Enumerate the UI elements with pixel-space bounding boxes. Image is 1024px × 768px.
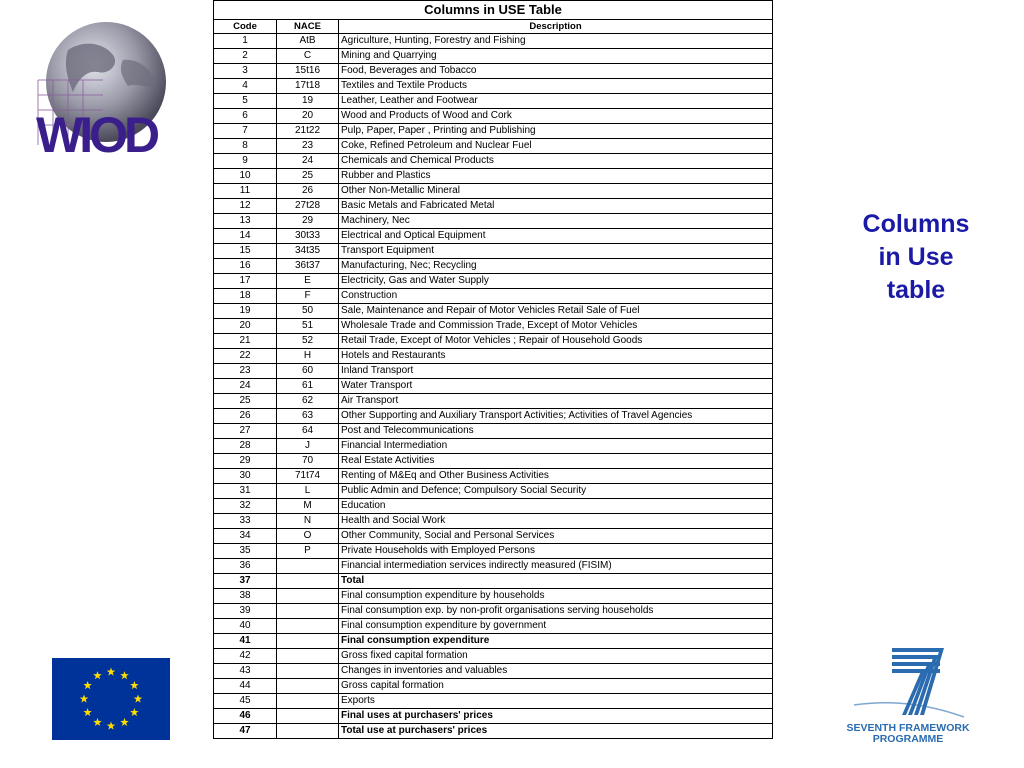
- table-row: [214, 79, 773, 94]
- cell-description: Mining and Quarrying: [339, 49, 773, 64]
- cell-nace: [277, 559, 339, 574]
- wiod-logo: [28, 20, 178, 160]
- table-row: [214, 304, 773, 319]
- cell-description: Renting of M&Eq and Other Business Activities: [339, 469, 773, 484]
- cell-nace: 63: [277, 409, 339, 424]
- cell-code: 17: [214, 274, 277, 289]
- cell-description: Post and Telecommunications: [339, 424, 773, 439]
- table-row: [214, 574, 773, 589]
- table-row: [214, 94, 773, 109]
- cell-description: Financial Intermediation: [339, 439, 773, 454]
- cell-nace: 25: [277, 169, 339, 184]
- cell-code: 41: [214, 634, 277, 649]
- cell-description: Financial intermediation services indirectly measured (FISIM): [339, 559, 773, 574]
- table-row: [214, 499, 773, 514]
- cell-nace: 29: [277, 214, 339, 229]
- cell-nace: AtB: [277, 34, 339, 49]
- cell-code: 28: [214, 439, 277, 454]
- table-row: [214, 394, 773, 409]
- cell-code: 3: [214, 64, 277, 79]
- cell-description: Rubber and Plastics: [339, 169, 773, 184]
- table-row: [214, 649, 773, 664]
- cell-nace: 64: [277, 424, 339, 439]
- cell-code: 21: [214, 334, 277, 349]
- table-row: [214, 319, 773, 334]
- cell-code: 42: [214, 649, 277, 664]
- table-row: [214, 229, 773, 244]
- header-code: Code: [214, 20, 277, 34]
- cell-nace: [277, 604, 339, 619]
- table-row: [214, 259, 773, 274]
- cell-nace: 20: [277, 109, 339, 124]
- table-row: [214, 109, 773, 124]
- table-row: [214, 184, 773, 199]
- cell-nace: 36t37: [277, 259, 339, 274]
- table-row: [214, 484, 773, 499]
- cell-nace: 15t16: [277, 64, 339, 79]
- table-row: [214, 514, 773, 529]
- cell-code: 7: [214, 124, 277, 139]
- fp7-logo: [844, 645, 972, 745]
- table-row: [214, 379, 773, 394]
- cell-code: 15: [214, 244, 277, 259]
- cell-description: Final consumption expenditure by government: [339, 619, 773, 634]
- cell-nace: 52: [277, 334, 339, 349]
- cell-code: 25: [214, 394, 277, 409]
- cell-code: 40: [214, 619, 277, 634]
- cell-nace: [277, 619, 339, 634]
- cell-nace: N: [277, 514, 339, 529]
- cell-code: 44: [214, 679, 277, 694]
- cell-description: Other Community, Social and Personal Services: [339, 529, 773, 544]
- cell-description: Health and Social Work: [339, 514, 773, 529]
- fp7-text-line-2: PROGRAMME: [872, 733, 944, 745]
- cell-description: Other Non-Metallic Mineral: [339, 184, 773, 199]
- cell-description: Textiles and Textile Products: [339, 79, 773, 94]
- cell-code: 35: [214, 544, 277, 559]
- table-row: [214, 64, 773, 79]
- table-row: [214, 244, 773, 259]
- table-row: [214, 469, 773, 484]
- table-row: [214, 724, 773, 739]
- cell-description: Wood and Products of Wood and Cork: [339, 109, 773, 124]
- cell-nace: L: [277, 484, 339, 499]
- cell-description: Pulp, Paper, Paper , Printing and Publishing: [339, 124, 773, 139]
- cell-description: Real Estate Activities: [339, 454, 773, 469]
- cell-description: Wholesale Trade and Commission Trade, Except of Motor Vehicles: [339, 319, 773, 334]
- table-row: [214, 529, 773, 544]
- table-row: [214, 169, 773, 184]
- cell-nace: C: [277, 49, 339, 64]
- header-description: Description: [339, 20, 773, 34]
- table-row: [214, 619, 773, 634]
- cell-nace: [277, 679, 339, 694]
- cell-nace: E: [277, 274, 339, 289]
- table-row: [214, 124, 773, 139]
- cell-code: 46: [214, 709, 277, 724]
- cell-nace: 70: [277, 454, 339, 469]
- cell-nace: [277, 709, 339, 724]
- cell-code: 45: [214, 694, 277, 709]
- header-nace: NACE: [277, 20, 339, 34]
- cell-code: 27: [214, 424, 277, 439]
- cell-description: Public Admin and Defence; Compulsory Social Security: [339, 484, 773, 499]
- table-row: [214, 544, 773, 559]
- cell-code: 9: [214, 154, 277, 169]
- cell-nace: 61: [277, 379, 339, 394]
- slide-title: [838, 208, 994, 307]
- cell-code: 14: [214, 229, 277, 244]
- table-row: [214, 454, 773, 469]
- use-table-container: [213, 0, 772, 739]
- cell-description: Chemicals and Chemical Products: [339, 154, 773, 169]
- table-row: [214, 604, 773, 619]
- cell-description: Transport Equipment: [339, 244, 773, 259]
- fp7-text-line-1: SEVENTH FRAMEWORK: [846, 722, 970, 734]
- table-row: [214, 334, 773, 349]
- cell-nace: 30t33: [277, 229, 339, 244]
- cell-code: 38: [214, 589, 277, 604]
- table-row: [214, 289, 773, 304]
- cell-code: 10: [214, 169, 277, 184]
- table-row: [214, 664, 773, 679]
- cell-description: Machinery, Nec: [339, 214, 773, 229]
- cell-nace: J: [277, 439, 339, 454]
- cell-description: Gross capital formation: [339, 679, 773, 694]
- cell-description: Water Transport: [339, 379, 773, 394]
- table-row: [214, 364, 773, 379]
- cell-description: Changes in inventories and valuables: [339, 664, 773, 679]
- table-row: [214, 199, 773, 214]
- cell-description: Total use at purchasers' prices: [339, 724, 773, 739]
- cell-description: Construction: [339, 289, 773, 304]
- cell-code: 36: [214, 559, 277, 574]
- cell-description: Sale, Maintenance and Repair of Motor Vehicles Retail Sale of Fuel: [339, 304, 773, 319]
- cell-description: Exports: [339, 694, 773, 709]
- cell-code: 37: [214, 574, 277, 589]
- cell-description: Agriculture, Hunting, Forestry and Fishing: [339, 34, 773, 49]
- cell-code: 13: [214, 214, 277, 229]
- cell-code: 8: [214, 139, 277, 154]
- cell-code: 43: [214, 664, 277, 679]
- table-row: [214, 634, 773, 649]
- cell-description: Final consumption expenditure: [339, 634, 773, 649]
- table-row: [214, 409, 773, 424]
- cell-code: 1: [214, 34, 277, 49]
- cell-description: Coke, Refined Petroleum and Nuclear Fuel: [339, 139, 773, 154]
- cell-nace: 34t35: [277, 244, 339, 259]
- table-row: [214, 439, 773, 454]
- cell-nace: 21t22: [277, 124, 339, 139]
- table-row: [214, 424, 773, 439]
- cell-nace: M: [277, 499, 339, 514]
- cell-nace: 27t28: [277, 199, 339, 214]
- cell-nace: 62: [277, 394, 339, 409]
- wiod-text: WIOD: [36, 107, 157, 160]
- table-row: [214, 154, 773, 169]
- table-row: [214, 559, 773, 574]
- cell-description: Hotels and Restaurants: [339, 349, 773, 364]
- eu-flag-icon: [52, 658, 170, 740]
- cell-code: 34: [214, 529, 277, 544]
- cell-code: 22: [214, 349, 277, 364]
- slide-title-line-2: in Use: [878, 243, 954, 271]
- cell-code: 2: [214, 49, 277, 64]
- cell-description: Total: [339, 574, 773, 589]
- cell-description: Other Supporting and Auxiliary Transport Activities; Activities of Travel Agencies: [339, 409, 773, 424]
- cell-description: Electricity, Gas and Water Supply: [339, 274, 773, 289]
- cell-code: 5: [214, 94, 277, 109]
- table-row: [214, 679, 773, 694]
- table-row: [214, 139, 773, 154]
- table-body: [214, 34, 773, 739]
- table-row: [214, 274, 773, 289]
- table-row: [214, 34, 773, 49]
- cell-code: 18: [214, 289, 277, 304]
- cell-description: Final consumption expenditure by households: [339, 589, 773, 604]
- slide-title-line-1: Columns: [862, 210, 970, 238]
- cell-code: 16: [214, 259, 277, 274]
- table-row: [214, 589, 773, 604]
- cell-description: Final consumption exp. by non-profit organisations serving households: [339, 604, 773, 619]
- cell-nace: P: [277, 544, 339, 559]
- table-row: [214, 49, 773, 64]
- cell-code: 33: [214, 514, 277, 529]
- table-row: [214, 709, 773, 724]
- cell-code: 4: [214, 79, 277, 94]
- cell-nace: O: [277, 529, 339, 544]
- cell-description: Education: [339, 499, 773, 514]
- cell-code: 26: [214, 409, 277, 424]
- cell-nace: 71t74: [277, 469, 339, 484]
- cell-code: 32: [214, 499, 277, 514]
- cell-code: 19: [214, 304, 277, 319]
- table-row: [214, 694, 773, 709]
- cell-description: Leather, Leather and Footwear: [339, 94, 773, 109]
- cell-nace: H: [277, 349, 339, 364]
- cell-code: 24: [214, 379, 277, 394]
- cell-nace: [277, 589, 339, 604]
- cell-description: Private Households with Employed Persons: [339, 544, 773, 559]
- cell-code: 29: [214, 454, 277, 469]
- cell-nace: 24: [277, 154, 339, 169]
- cell-description: Manufacturing, Nec; Recycling: [339, 259, 773, 274]
- cell-code: 6: [214, 109, 277, 124]
- cell-code: 39: [214, 604, 277, 619]
- cell-description: Gross fixed capital formation: [339, 649, 773, 664]
- cell-nace: 19: [277, 94, 339, 109]
- table-header-row: [214, 20, 773, 34]
- cell-description: Retail Trade, Except of Motor Vehicles ; Repair of Household Goods: [339, 334, 773, 349]
- table-caption: Columns in USE Table: [214, 1, 773, 20]
- table-row: [214, 349, 773, 364]
- cell-nace: 17t18: [277, 79, 339, 94]
- slide-title-line-3: table: [886, 276, 946, 304]
- cell-description: Food, Beverages and Tobacco: [339, 64, 773, 79]
- cell-description: Inland Transport: [339, 364, 773, 379]
- cell-nace: [277, 649, 339, 664]
- cell-description: Electrical and Optical Equipment: [339, 229, 773, 244]
- cell-nace: [277, 694, 339, 709]
- cell-nace: 26: [277, 184, 339, 199]
- cell-description: Air Transport: [339, 394, 773, 409]
- cell-nace: [277, 634, 339, 649]
- cell-code: 31: [214, 484, 277, 499]
- use-table: [213, 0, 773, 739]
- cell-nace: 50: [277, 304, 339, 319]
- cell-nace: [277, 724, 339, 739]
- cell-description: Final uses at purchasers' prices: [339, 709, 773, 724]
- cell-nace: F: [277, 289, 339, 304]
- cell-nace: [277, 664, 339, 679]
- cell-nace: [277, 574, 339, 589]
- cell-nace: 60: [277, 364, 339, 379]
- cell-code: 47: [214, 724, 277, 739]
- cell-code: 11: [214, 184, 277, 199]
- cell-code: 12: [214, 199, 277, 214]
- cell-code: 20: [214, 319, 277, 334]
- cell-nace: 23: [277, 139, 339, 154]
- cell-code: 23: [214, 364, 277, 379]
- cell-description: Basic Metals and Fabricated Metal: [339, 199, 773, 214]
- cell-code: 30: [214, 469, 277, 484]
- table-row: [214, 214, 773, 229]
- cell-nace: 51: [277, 319, 339, 334]
